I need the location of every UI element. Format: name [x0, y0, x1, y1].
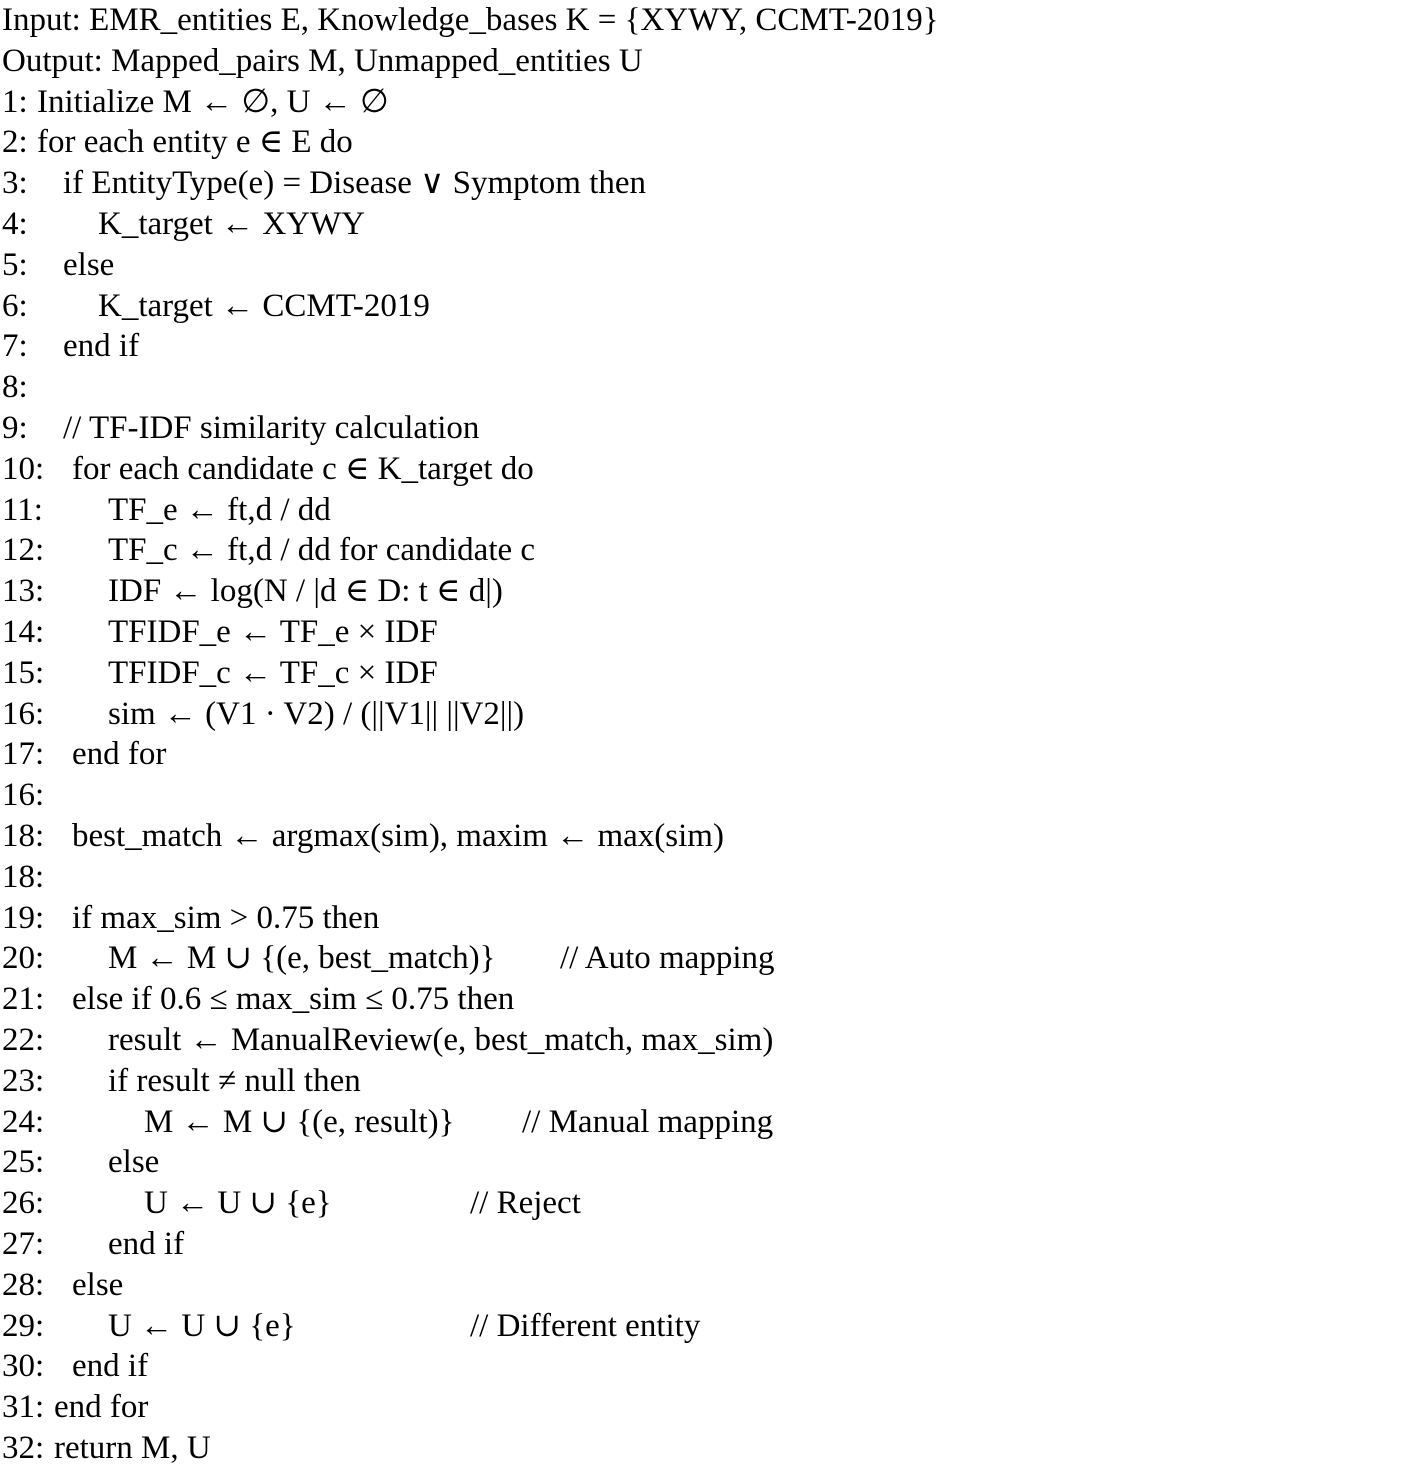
line-code: TF_c ← ft,d / dd for candidate c — [108, 532, 536, 569]
algorithm-line — [2, 857, 1419, 898]
line-number: 19: — [2, 899, 45, 936]
line-number: 17: — [2, 736, 45, 773]
algorithm-line — [2, 1020, 1419, 1061]
algorithm-line — [2, 816, 1419, 857]
line-number: 26: — [2, 1185, 45, 1222]
line-code: U ← U ∪ {e} — [108, 1307, 296, 1344]
line-code: TF_e ← ft,d / dd — [108, 491, 331, 528]
line-code: best_match ← argmax(sim), maxim ← max(sim) — [72, 817, 724, 854]
line-code: result ← ManualReview(e, best_match, max_sim) — [108, 1021, 774, 1058]
line-code: // TF-IDF similarity calculation — [63, 409, 480, 446]
line-code: end for — [54, 1389, 149, 1426]
line-number: 5: — [2, 246, 28, 283]
line-number: 31: — [2, 1389, 45, 1426]
algorithm-line — [2, 1265, 1419, 1306]
algorithm-line — [2, 245, 1419, 286]
algorithm-line — [2, 326, 1419, 367]
line-comment: // Reject — [470, 1185, 581, 1222]
algorithm-line — [2, 734, 1419, 775]
algorithm-line — [2, 979, 1419, 1020]
line-code: Initialize M ← ∅, U ← ∅ — [37, 83, 389, 120]
line-number: 12: — [2, 532, 45, 569]
algorithm-line — [2, 204, 1419, 245]
line-number: 27: — [2, 1225, 45, 1262]
line-code: end if — [63, 328, 140, 365]
algorithm-line — [2, 571, 1419, 612]
line-code: end for — [72, 736, 167, 773]
line-number: 11: — [2, 491, 43, 528]
algorithm-line — [2, 367, 1419, 408]
line-number: 14: — [2, 613, 45, 650]
line-code: if result ≠ null then — [108, 1062, 361, 1099]
algorithm-line — [2, 1102, 1419, 1143]
line-number: 7: — [2, 328, 28, 365]
algorithm-input — [2, 0, 1419, 41]
line-code: if max_sim > 0.75 then — [72, 899, 380, 936]
line-number: 24: — [2, 1103, 45, 1140]
algorithm-line — [2, 1142, 1419, 1183]
algorithm-line — [2, 612, 1419, 653]
algorithm-listing — [2, 0, 1419, 1469]
line-number: 13: — [2, 573, 45, 610]
line-number: 8: — [2, 369, 28, 406]
algorithm-line — [2, 408, 1419, 449]
line-code: return M, U — [54, 1429, 211, 1466]
line-number: 30: — [2, 1348, 45, 1385]
line-code: M ← M ∪ {(e, best_match)} — [108, 940, 496, 977]
line-number: 20: — [2, 940, 45, 977]
line-number: 2: — [2, 124, 28, 161]
line-number: 16: — [2, 695, 45, 732]
algorithm-line — [2, 1346, 1419, 1387]
line-code: end if — [108, 1225, 185, 1262]
algorithm-line — [2, 898, 1419, 939]
line-number: 18: — [2, 817, 45, 854]
line-number: 23: — [2, 1062, 45, 1099]
algorithm-line — [2, 163, 1419, 204]
algorithm-lines — [2, 82, 1419, 1469]
line-number: 4: — [2, 205, 28, 242]
algorithm-line — [2, 1183, 1419, 1224]
line-comment: // Manual mapping — [522, 1103, 774, 1140]
algorithm-line — [2, 1306, 1419, 1347]
line-number: 16: — [2, 777, 45, 814]
line-code: IDF ← log(N / |d ∈ D: t ∈ d|) — [108, 573, 503, 610]
line-number: 10: — [2, 450, 45, 487]
line-code: for each entity e ∈ E do — [37, 124, 353, 161]
line-code: end if — [72, 1348, 149, 1385]
line-number: 1: — [2, 83, 28, 120]
algorithm-line — [2, 1387, 1419, 1428]
line-number: 29: — [2, 1307, 45, 1344]
line-number: 6: — [2, 287, 28, 324]
line-code: else — [72, 1266, 124, 1303]
algorithm-line — [2, 694, 1419, 735]
algorithm-line — [2, 653, 1419, 694]
line-number: 22: — [2, 1021, 45, 1058]
line-number: 21: — [2, 981, 45, 1018]
line-number: 3: — [2, 165, 28, 202]
line-code: else if 0.6 ≤ max_sim ≤ 0.75 then — [72, 981, 515, 1018]
algorithm-output — [2, 41, 1419, 82]
algorithm-line — [2, 490, 1419, 531]
algorithm-line — [2, 122, 1419, 163]
line-code: for each candidate c ∈ K_target do — [72, 450, 534, 487]
algorithm-line — [2, 1061, 1419, 1102]
algorithm-line — [2, 775, 1419, 816]
algorithm-line — [2, 286, 1419, 327]
line-code: K_target ← CCMT-2019 — [98, 287, 430, 324]
line-number: 32: — [2, 1429, 45, 1466]
algorithm-line — [2, 1224, 1419, 1265]
line-number: 9: — [2, 409, 28, 446]
line-code: TFIDF_c ← TF_c × IDF — [108, 654, 438, 691]
line-code: K_target ← XYWY — [98, 205, 365, 242]
line-code: if EntityType(e) = Disease ∨ Symptom then — [63, 165, 647, 202]
line-comment: // Auto mapping — [560, 940, 775, 977]
line-number: 28: — [2, 1266, 45, 1303]
line-code: else — [108, 1144, 160, 1181]
line-code: TFIDF_e ← TF_e × IDF — [108, 613, 438, 650]
line-code: sim ← (V1 · V2) / (||V1|| ||V2||) — [108, 695, 525, 732]
line-number: 18: — [2, 858, 45, 895]
line-number: 15: — [2, 654, 45, 691]
algorithm-line — [2, 82, 1419, 123]
line-code: U ← U ∪ {e} — [144, 1185, 332, 1222]
algorithm-line — [2, 449, 1419, 490]
line-code: M ← M ∪ {(e, result)} — [144, 1103, 455, 1140]
algorithm-line — [2, 1428, 1419, 1469]
output-text: Output: Mapped_pairs M, Unmapped_entities U — [2, 42, 643, 79]
algorithm-line — [2, 938, 1419, 979]
input-text: Input: EMR_entities E, Knowledge_bases K = {XYWY, CCMT-2019} — [2, 2, 939, 38]
algorithm-line — [2, 530, 1419, 571]
line-comment: // Different entity — [470, 1307, 701, 1344]
line-code: else — [63, 246, 115, 283]
line-number: 25: — [2, 1144, 45, 1181]
